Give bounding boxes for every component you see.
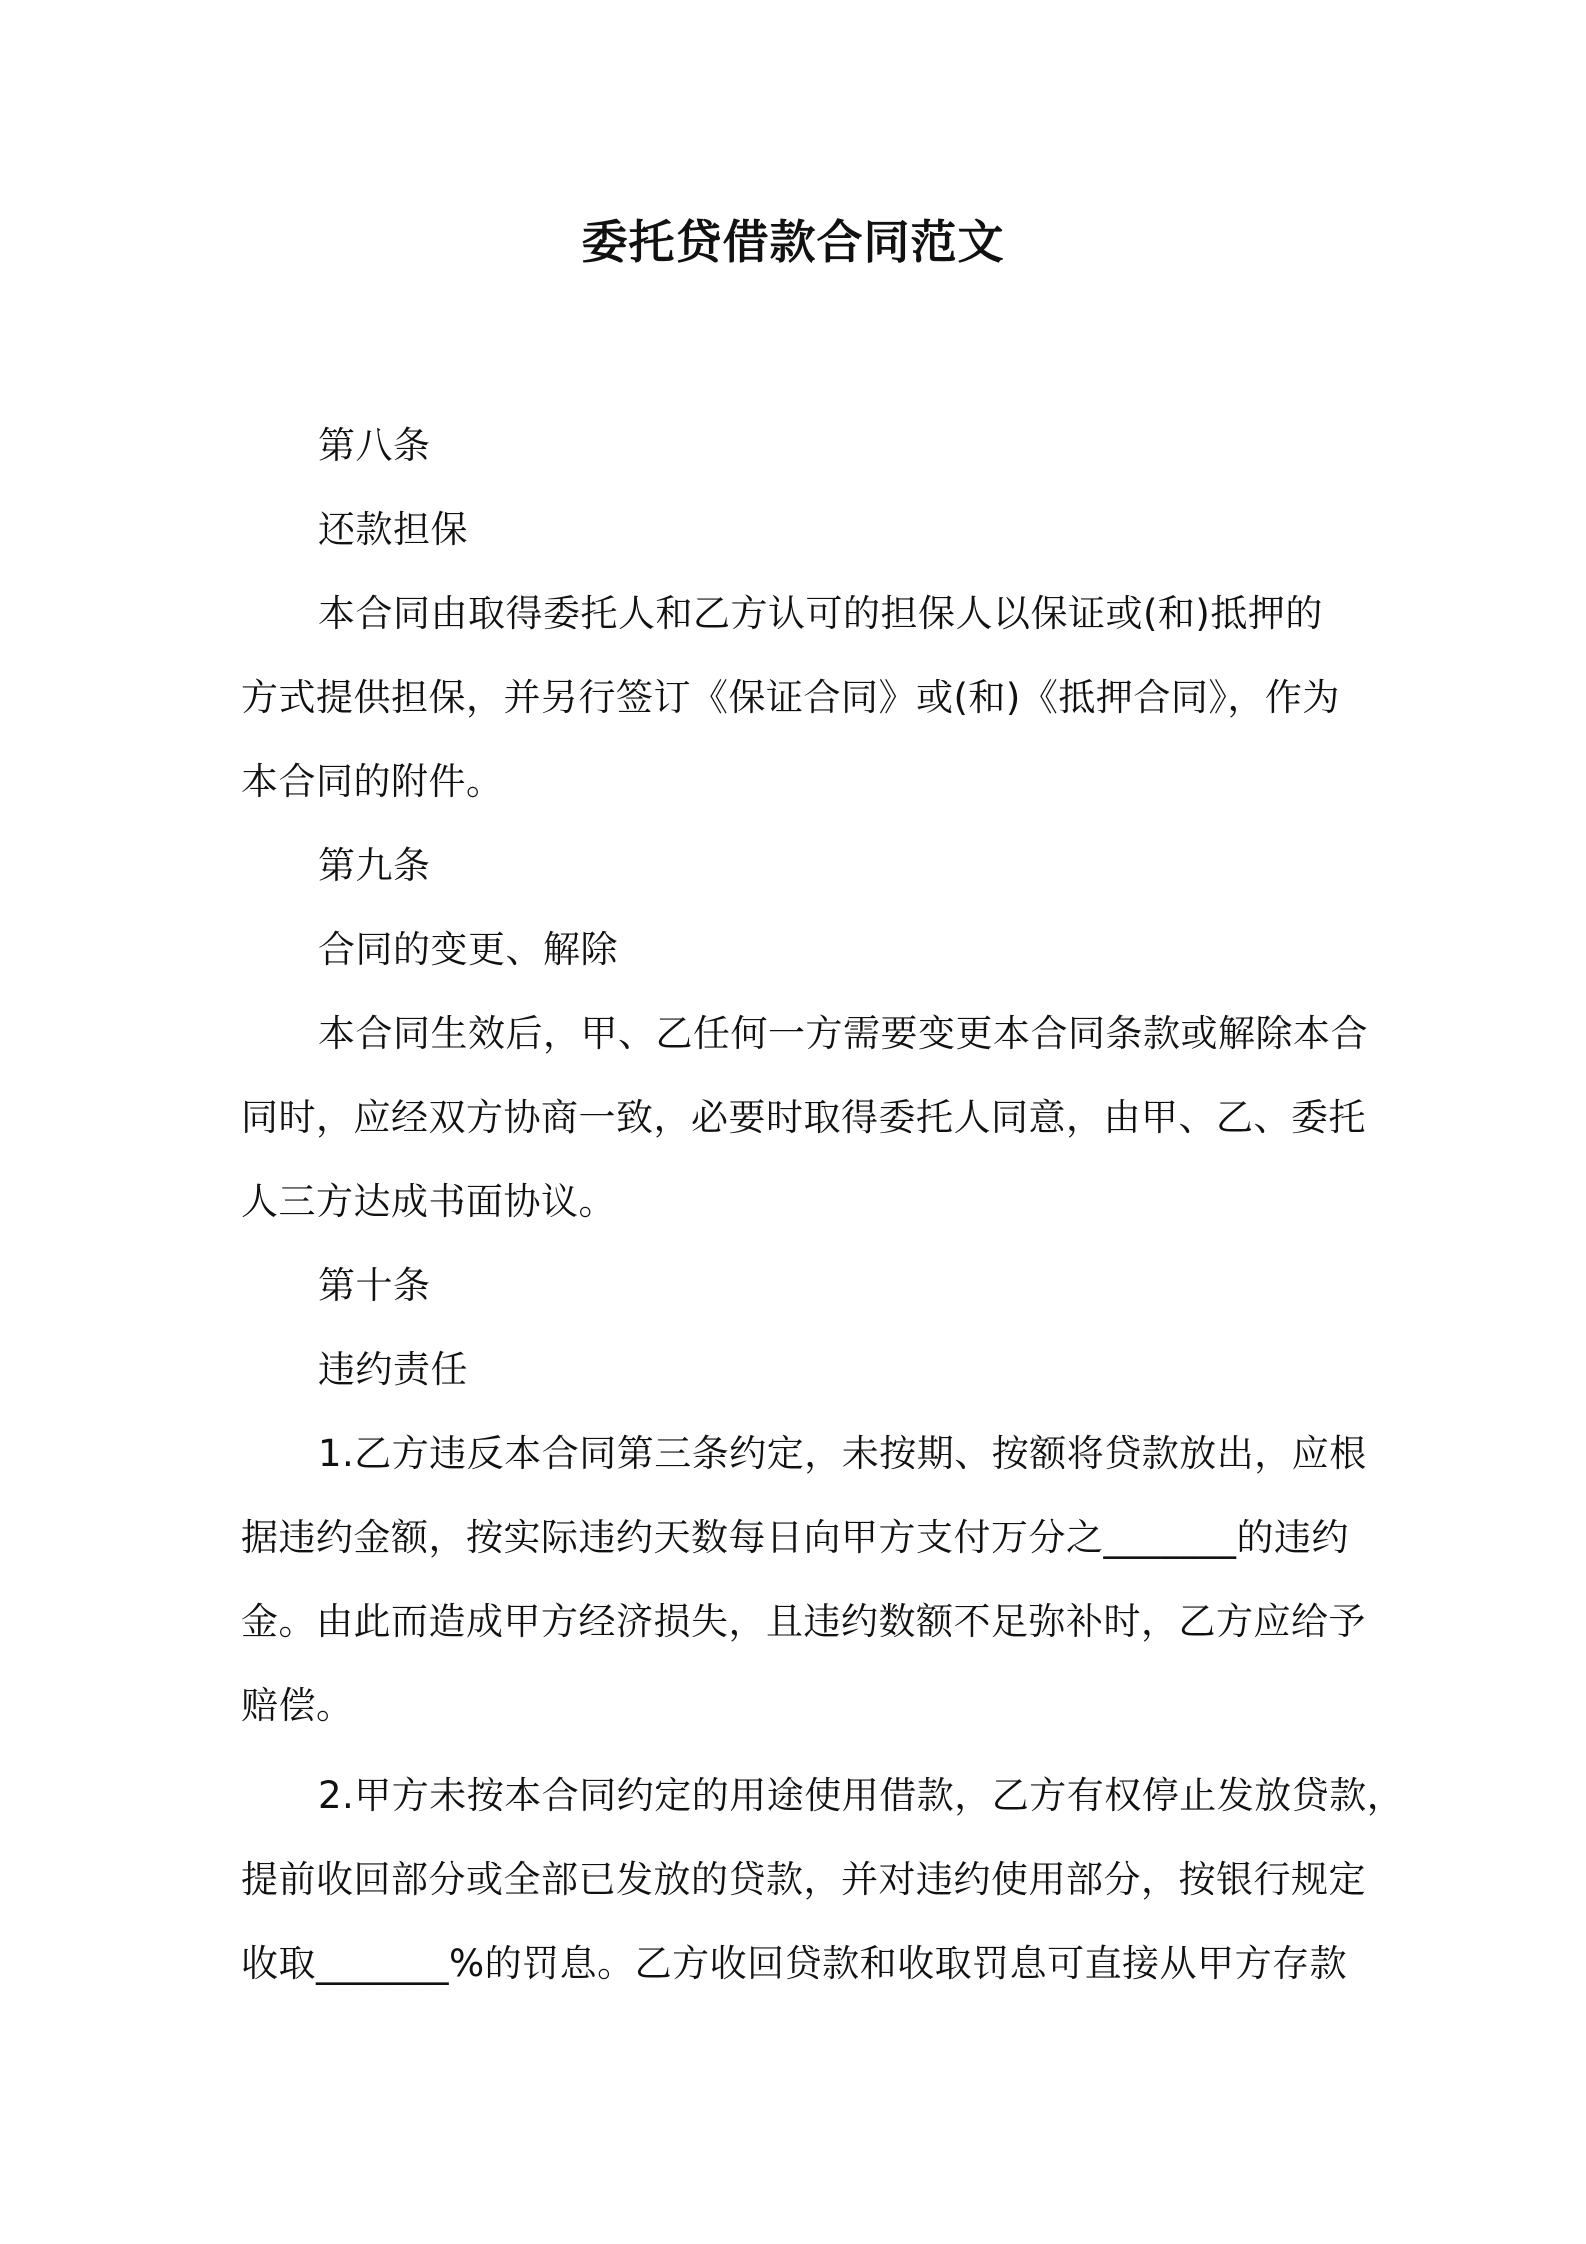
clause-2-line-3: 收取_______%的罚息。乙方收回贷款和收取罚息可直接从甲方存款 [241,1942,1348,1985]
clause-1-line-1: 1.乙方违反本合同第三条约定，未按期、按额将贷款放出，应根 [318,1432,1367,1475]
article-8-heading: 还款担保 [318,508,468,551]
article-9-heading: 合同的变更、解除 [318,928,618,971]
article-8-line-1: 本合同由取得委托人和乙方认可的担保人以保证或(和)抵押的 [318,592,1323,635]
article-9-line-3: 人三方达成书面协议。 [241,1180,616,1223]
document-body [241,404,1405,2006]
clause-1-line-2: 据违约金额，按实际违约天数每日向甲方支付万分之_______的违约 [241,1516,1349,1559]
article-10-heading: 违约责任 [318,1348,468,1391]
article-8-line-2: 方式提供担保，并另行签订《保证合同》或(和)《抵押合同》，作为 [241,676,1340,719]
article-8-line-3: 本合同的附件。 [241,760,504,803]
clause-2-line-1: 2.甲方未按本合同约定的用途使用借款，乙方有权停止发放贷款， [318,1774,1405,1817]
document-title: 委托贷借款合同范文 [581,215,1005,269]
article-10-number: 第十条 [318,1264,431,1307]
clause-2-line-2: 提前收回部分或全部已发放的贷款，并对违约使用部分，按银行规定 [241,1858,1366,1901]
clause-1-line-4: 赔偿。 [241,1684,354,1727]
article-8-number: 第八条 [318,424,431,467]
article-9-line-2: 同时，应经双方协商一致，必要时取得委托人同意，由甲、乙、委托 [241,1096,1366,1139]
article-9-number: 第九条 [318,844,431,887]
clause-1-line-3: 金。由此而造成甲方经济损失，且违约数额不足弥补时，乙方应给予 [241,1600,1366,1643]
article-9-line-1: 本合同生效后，甲、乙任何一方需要变更本合同条款或解除本合 [318,1012,1368,1055]
